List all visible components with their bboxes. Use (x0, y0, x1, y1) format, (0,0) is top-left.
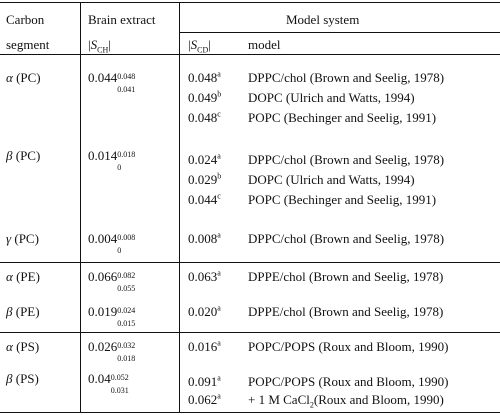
model-name: + 1 M CaCl$_2$(Roux and Bloom, 1990) (248, 392, 444, 410)
model-value: 0.049$^b$ (188, 89, 222, 105)
header-subrule (180, 32, 500, 33)
header-carbon: Carbon (6, 12, 45, 27)
top-rule (0, 2, 500, 3)
segment-cell: β (PE) (6, 304, 40, 319)
model-value: 0.020$^a$ (188, 303, 221, 319)
model-name: DPPC/chol (Brown and Seelig, 1978) (248, 70, 445, 85)
model-name: POPC/POPS (Roux and Bloom, 1990) (248, 374, 449, 389)
brain-value: 0.026 0.032 0.018 (88, 339, 136, 363)
header-brain-extract: Brain extract (88, 12, 156, 27)
segment-cell: α (PE) (6, 269, 40, 284)
brain-value: 0.066 0.082 0.055 (88, 269, 136, 293)
col-divider-1 (80, 3, 81, 412)
brain-value: 0.004 0.008 0 (88, 231, 136, 255)
col-divider-2 (179, 3, 180, 412)
model-value: 0.024$^a$ (188, 151, 221, 167)
model-value: 0.048$^a$ (188, 69, 221, 85)
header-model: model (248, 37, 281, 52)
model-value: 0.062$^a$ (188, 391, 221, 407)
model-value: 0.029$^b$ (188, 171, 222, 187)
brain-value: 0.019 0.024 0.015 (88, 304, 136, 328)
model-name: DPPE/chol (Brown and Seelig, 1978) (248, 304, 444, 319)
model-value: 0.016$^a$ (188, 338, 221, 354)
model-name: DPPC/chol (Brown and Seelig, 1978) (248, 152, 445, 167)
segment-cell: α (PC) (6, 70, 41, 85)
header-model-system: Model system (286, 12, 360, 27)
model-value: 0.091$^a$ (188, 373, 221, 389)
segment-cell: γ (PC) (6, 231, 39, 246)
model-value: 0.044$^c$ (188, 191, 221, 207)
pc-pe-rule (0, 262, 500, 263)
bottom-rule (0, 412, 500, 413)
model-name: DOPC (Ulrich and Watts, 1994) (248, 90, 415, 105)
model-name: DPPE/chol (Brown and Seelig, 1978) (248, 269, 444, 284)
segment-cell: β (PC) (6, 148, 41, 163)
header-segment: segment (6, 37, 50, 52)
header-s-cd: $|S_{CD}|$ (188, 37, 211, 55)
brain-value: 0.044 0.048 0.041 (88, 70, 136, 94)
segment-cell: α (PS) (6, 339, 40, 354)
model-value: 0.048$^c$ (188, 109, 221, 125)
brain-value: 0.014 0.018 0 (88, 148, 136, 172)
model-value: 0.008$^a$ (188, 230, 221, 246)
header-s-ch: $|S_{CH}|$ (88, 37, 111, 55)
model-value: 0.063$^a$ (188, 268, 221, 284)
model-name: DPPC/chol (Brown and Seelig, 1978) (248, 231, 445, 246)
model-name: POPC (Bechinger and Seelig, 1991) (248, 192, 437, 207)
header-rule (0, 54, 500, 55)
model-name: POPC/POPS (Roux and Bloom, 1990) (248, 339, 449, 354)
model-name: POPC (Bechinger and Seelig, 1991) (248, 110, 437, 125)
segment-cell: β (PS) (6, 371, 39, 386)
pe-ps-rule (0, 332, 500, 333)
brain-value: 0.04 0.052 0.031 (88, 371, 129, 395)
model-name: DOPC (Ulrich and Watts, 1994) (248, 172, 415, 187)
